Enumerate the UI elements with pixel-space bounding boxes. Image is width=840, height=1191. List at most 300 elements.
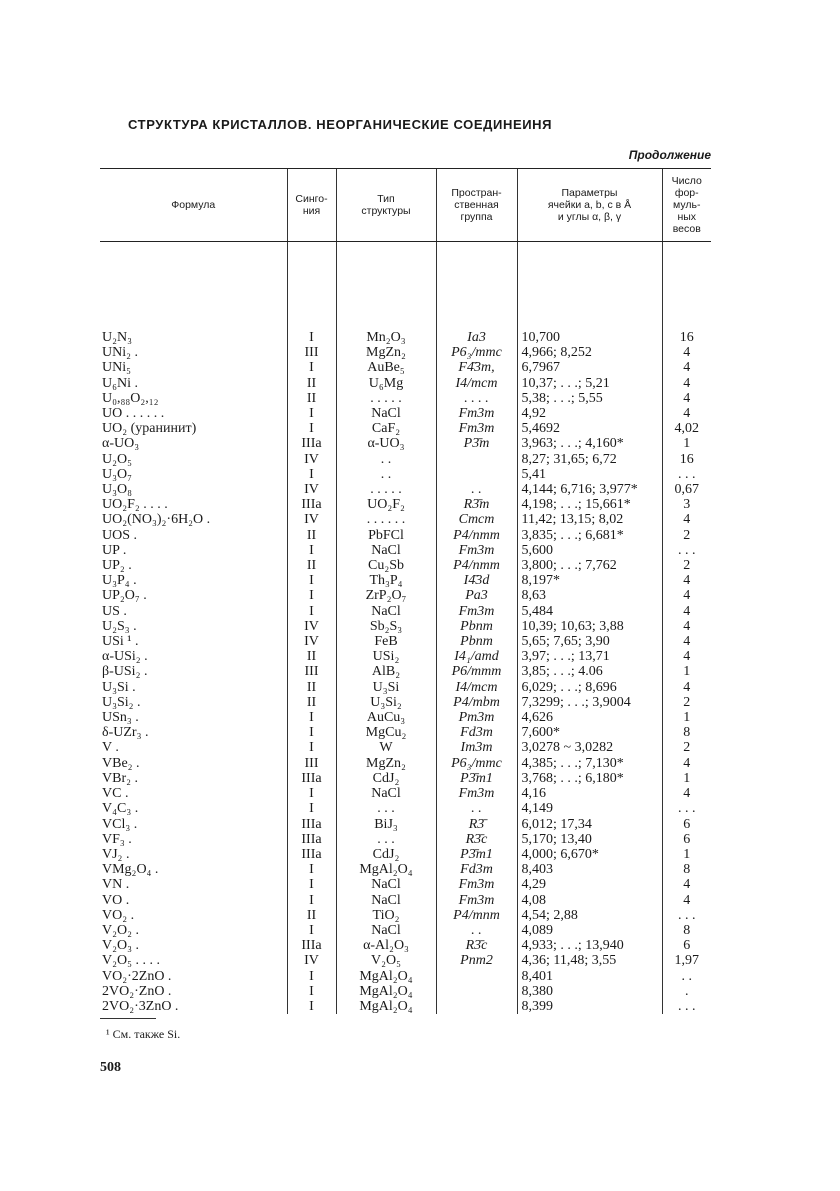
formula-cell: USi ¹ . bbox=[102, 634, 139, 650]
structure-type-cell: NaCl bbox=[336, 923, 436, 938]
formula-cell: α-USi₂ . bbox=[102, 649, 148, 665]
formula-units-cell: 4 bbox=[662, 634, 711, 649]
syngony-cell: IIIa bbox=[287, 436, 336, 451]
table-row bbox=[100, 847, 711, 862]
formula-units-cell: . bbox=[662, 984, 711, 999]
formula-units-cell: 4 bbox=[662, 360, 711, 375]
formula-units-cell: 6 bbox=[662, 832, 711, 847]
formula-cell: UO₂(NO₃)₂·6H₂O . bbox=[102, 512, 211, 528]
table-row bbox=[100, 345, 711, 360]
space-group-cell: P6₃/mmc bbox=[436, 756, 517, 771]
formula-cell: UO₂F₂ . . . . bbox=[102, 497, 168, 513]
table-row bbox=[100, 664, 711, 679]
formula-units-cell: 1 bbox=[662, 436, 711, 451]
formula-cell: UO . . . . . . bbox=[102, 406, 165, 422]
formula-cell: UNi₂ . bbox=[102, 345, 138, 361]
space-group-cell: P4/nmm bbox=[436, 558, 517, 573]
space-group-cell: I4/mcm bbox=[436, 376, 517, 391]
syngony-cell: IV bbox=[287, 953, 336, 968]
structure-type-cell: . . . bbox=[336, 832, 436, 847]
space-group-cell: Im3m bbox=[436, 740, 517, 755]
structure-type-cell: FeB bbox=[336, 634, 436, 649]
cell-parameters-cell: 4,144; 6,716; 3,977* bbox=[517, 482, 662, 497]
cell-parameters-cell: 3,963; . . .; 4,160* bbox=[517, 436, 662, 451]
space-group-cell: . . bbox=[436, 923, 517, 938]
space-group-cell: Pbnm bbox=[436, 634, 517, 649]
formula-units-cell: . . . bbox=[662, 543, 711, 558]
formula-cell: V₂O₃ . bbox=[102, 938, 139, 954]
table-row bbox=[100, 908, 711, 923]
formula-cell: U₃Si₂ . bbox=[102, 694, 141, 710]
structure-type-cell: . . bbox=[336, 467, 436, 482]
table-row bbox=[100, 436, 711, 451]
structure-type-cell: . . . bbox=[336, 801, 436, 816]
structure-type-cell: USi₂ bbox=[336, 649, 436, 664]
structure-type-cell: AuCu₃ bbox=[336, 710, 436, 725]
syngony-cell: I bbox=[287, 999, 336, 1014]
table-row bbox=[100, 421, 711, 436]
structure-type-cell: . . . . . bbox=[336, 391, 436, 406]
cell-parameters-cell: 5,484 bbox=[517, 604, 662, 619]
syngony-cell: III bbox=[287, 756, 336, 771]
structure-type-cell: α-Al₂O₃ bbox=[336, 938, 436, 953]
formula-cell: VC . bbox=[102, 786, 129, 802]
space-group-cell: R3̄m bbox=[436, 497, 517, 512]
cell-parameters-cell: 8,401 bbox=[517, 969, 662, 984]
structure-type-cell: CaF₂ bbox=[336, 421, 436, 436]
table-row bbox=[100, 923, 711, 938]
formula-units-cell: 6 bbox=[662, 938, 711, 953]
formula-units-cell: 4 bbox=[662, 893, 711, 908]
formula-cell: U₃P₄ . bbox=[102, 573, 137, 589]
page-number: 508 bbox=[100, 1060, 121, 1075]
structure-type-cell: W bbox=[336, 740, 436, 755]
formula-cell: UP . bbox=[102, 542, 127, 558]
cell-parameters-cell: 4,000; 6,670* bbox=[517, 847, 662, 862]
syngony-cell: I bbox=[287, 543, 336, 558]
footnote-rule bbox=[100, 1018, 156, 1019]
syngony-cell: I bbox=[287, 893, 336, 908]
syngony-cell: I bbox=[287, 360, 336, 375]
formula-cell: UP₂O₇ . bbox=[102, 588, 147, 604]
structure-type-cell: PbFCl bbox=[336, 528, 436, 543]
space-group-cell: P4/mnm bbox=[436, 908, 517, 923]
space-group-cell: Pa3 bbox=[436, 588, 517, 603]
formula-units-cell: 8 bbox=[662, 862, 711, 877]
formula-units-cell: 6 bbox=[662, 817, 711, 832]
space-group-cell: Fd3m bbox=[436, 725, 517, 740]
formula-cell: α-UO₃ bbox=[102, 436, 140, 452]
space-group-cell bbox=[436, 999, 517, 1014]
space-group-cell: Fm3m bbox=[436, 893, 517, 908]
table-row bbox=[100, 771, 711, 786]
space-group-cell: Fm3m bbox=[436, 421, 517, 436]
table-row bbox=[100, 649, 711, 664]
structure-type-cell: MgZn₂ bbox=[336, 345, 436, 360]
formula-units-cell: 4 bbox=[662, 680, 711, 695]
structure-type-cell: TiO₂ bbox=[336, 908, 436, 923]
syngony-cell: II bbox=[287, 376, 336, 391]
structure-type-cell: Th₃P₄ bbox=[336, 573, 436, 588]
formula-cell: VMg₂O₄ . bbox=[102, 862, 159, 878]
cell-parameters-cell: 5,65; 7,65; 3,90 bbox=[517, 634, 662, 649]
formula-units-cell: 4 bbox=[662, 756, 711, 771]
table-row bbox=[100, 543, 711, 558]
syngony-cell: I bbox=[287, 969, 336, 984]
formula-units-cell: 4,02 bbox=[662, 421, 711, 436]
formula-units-cell: 1 bbox=[662, 771, 711, 786]
structure-type-cell: . . . . . bbox=[336, 482, 436, 497]
formula-cell: VO₂ . bbox=[102, 907, 135, 923]
syngony-cell: IIIa bbox=[287, 497, 336, 512]
formula-units-cell: 2 bbox=[662, 740, 711, 755]
space-group-cell: . . . . bbox=[436, 391, 517, 406]
formula-cell: VO₂·2ZnO . bbox=[102, 968, 172, 984]
syngony-cell: I bbox=[287, 421, 336, 436]
table-row bbox=[100, 588, 711, 603]
formula-cell: VJ₂ . bbox=[102, 846, 130, 862]
syngony-cell: II bbox=[287, 908, 336, 923]
column-header-structure-type: Тип структуры bbox=[336, 169, 436, 242]
structure-type-cell: AuBe₅ bbox=[336, 360, 436, 375]
formula-cell: UO₂ (уранинит) bbox=[102, 421, 197, 437]
cell-parameters-cell: 8,403 bbox=[517, 862, 662, 877]
syngony-cell: II bbox=[287, 558, 336, 573]
cell-parameters-cell: 6,029; . . .; 8,696 bbox=[517, 680, 662, 695]
space-group-cell: Pbnm bbox=[436, 619, 517, 634]
table-row bbox=[100, 376, 711, 391]
cell-parameters-cell: 5,4692 bbox=[517, 421, 662, 436]
formula-units-cell: 4 bbox=[662, 391, 711, 406]
syngony-cell: I bbox=[287, 710, 336, 725]
syngony-cell: IV bbox=[287, 619, 336, 634]
space-group-cell: P6₃/mmc bbox=[436, 345, 517, 360]
table-row bbox=[100, 756, 711, 771]
space-group-cell: P3̄m1 bbox=[436, 771, 517, 786]
structure-type-cell: BiJ₃ bbox=[336, 817, 436, 832]
space-group-cell bbox=[436, 984, 517, 999]
cell-parameters-cell: 5,600 bbox=[517, 543, 662, 558]
syngony-cell: I bbox=[287, 725, 336, 740]
syngony-cell: I bbox=[287, 242, 336, 346]
structure-type-cell: UO₂F₂ bbox=[336, 497, 436, 512]
space-group-cell: . . bbox=[436, 801, 517, 816]
structure-type-cell: . . . . . . bbox=[336, 512, 436, 527]
structure-type-cell: U₆Mg bbox=[336, 376, 436, 391]
formula-cell: U₃Si . bbox=[102, 679, 136, 695]
structure-type-cell: MgAl₂O₄ bbox=[336, 984, 436, 999]
formula-units-cell: . . . bbox=[662, 467, 711, 482]
cell-parameters-cell: 4,54; 2,88 bbox=[517, 908, 662, 923]
formula-cell: U₃O₈ bbox=[102, 482, 132, 498]
formula-units-cell: 2 bbox=[662, 528, 711, 543]
space-group-cell: I4/mcm bbox=[436, 680, 517, 695]
cell-parameters-cell: 6,012; 17,34 bbox=[517, 817, 662, 832]
table-row bbox=[100, 360, 711, 375]
space-group-cell: Cmcm bbox=[436, 512, 517, 527]
table-row bbox=[100, 801, 711, 816]
formula-cell: VBe₂ . bbox=[102, 755, 140, 771]
cell-parameters-cell: 8,197* bbox=[517, 573, 662, 588]
formula-cell: VO . bbox=[102, 892, 130, 908]
formula-units-cell: 4 bbox=[662, 877, 711, 892]
table-row bbox=[100, 242, 711, 346]
cell-parameters-cell: 5,38; . . .; 5,55 bbox=[517, 391, 662, 406]
cell-parameters-cell: 7,3299; . . .; 3,9004 bbox=[517, 695, 662, 710]
syngony-cell: II bbox=[287, 391, 336, 406]
formula-cell: U₃O₇ bbox=[102, 466, 132, 482]
structure-type-cell: U₃Si bbox=[336, 680, 436, 695]
formula-cell: β-USi₂ . bbox=[102, 664, 148, 680]
formula-units-cell: 4 bbox=[662, 345, 711, 360]
table-row bbox=[100, 619, 711, 634]
cell-parameters-cell: 3,835; . . .; 6,681* bbox=[517, 528, 662, 543]
formula-cell: U₂S₃ . bbox=[102, 618, 137, 634]
space-group-cell: I4₁/amd bbox=[436, 649, 517, 664]
syngony-cell: I bbox=[287, 923, 336, 938]
space-group-cell: P4/mbm bbox=[436, 695, 517, 710]
formula-units-cell: . . . bbox=[662, 999, 711, 1014]
structure-type-cell: NaCl bbox=[336, 877, 436, 892]
cell-parameters-cell: 4,089 bbox=[517, 923, 662, 938]
syngony-cell: I bbox=[287, 801, 336, 816]
formula-units-cell: 4 bbox=[662, 604, 711, 619]
syngony-cell: II bbox=[287, 680, 336, 695]
formula-units-cell: . . . bbox=[662, 908, 711, 923]
syngony-cell: I bbox=[287, 984, 336, 999]
formula-units-cell: 3 bbox=[662, 497, 711, 512]
table-body bbox=[100, 242, 711, 1015]
formula-cell: VF₃ . bbox=[102, 831, 132, 847]
syngony-cell: I bbox=[287, 786, 336, 801]
structure-type-cell: NaCl bbox=[336, 543, 436, 558]
table-row bbox=[100, 832, 711, 847]
syngony-cell: I bbox=[287, 604, 336, 619]
page-title: СТРУКТУРА КРИСТАЛЛОВ. НЕОРГАНИЧЕСКИЕ СОЕДИНЕИНЯ bbox=[128, 117, 553, 132]
formula-units-cell: 1 bbox=[662, 710, 711, 725]
table-row bbox=[100, 452, 711, 467]
column-header-space-group: Простран- ственная группа bbox=[436, 169, 517, 242]
formula-cell: U₂O₅ bbox=[102, 451, 132, 467]
formula-cell: UOS . bbox=[102, 527, 138, 543]
table-row bbox=[100, 528, 711, 543]
cell-parameters-cell: 4,626 bbox=[517, 710, 662, 725]
structure-type-cell: Mn₂O₃ bbox=[336, 242, 436, 346]
space-group-cell: Pm3m bbox=[436, 710, 517, 725]
formula-cell: VN . bbox=[102, 877, 130, 893]
space-group-cell bbox=[436, 969, 517, 984]
formula-units-cell: 16 bbox=[662, 242, 711, 346]
space-group-cell: R3̄ bbox=[436, 817, 517, 832]
cell-parameters-cell: 4,149 bbox=[517, 801, 662, 816]
cell-parameters-cell: 4,08 bbox=[517, 893, 662, 908]
syngony-cell: IV bbox=[287, 512, 336, 527]
formula-units-cell: 8 bbox=[662, 923, 711, 938]
cell-parameters-cell: 6,7967 bbox=[517, 360, 662, 375]
table-row bbox=[100, 786, 711, 801]
cell-parameters-cell: 10,39; 10,63; 3,88 bbox=[517, 619, 662, 634]
cell-parameters-cell: 4,92 bbox=[517, 406, 662, 421]
cell-parameters-cell: 3,85; . . .; 4.06 bbox=[517, 664, 662, 679]
table-row bbox=[100, 391, 711, 406]
table-row bbox=[100, 893, 711, 908]
table-row bbox=[100, 695, 711, 710]
cell-parameters-cell: 3,768; . . .; 6,180* bbox=[517, 771, 662, 786]
space-group-cell: P3̄m1 bbox=[436, 847, 517, 862]
table-row bbox=[100, 406, 711, 421]
formula-cell: 2VO₂·ZnO . bbox=[102, 983, 172, 999]
structure-type-cell: NaCl bbox=[336, 786, 436, 801]
cell-parameters-cell: 4,29 bbox=[517, 877, 662, 892]
syngony-cell: IIIa bbox=[287, 938, 336, 953]
table-row bbox=[100, 969, 711, 984]
table-row bbox=[100, 740, 711, 755]
structure-type-cell: ZrP₂O₇ bbox=[336, 588, 436, 603]
structure-type-cell: MgAl₂O₄ bbox=[336, 969, 436, 984]
formula-cell: 2VO₂·3ZnO . bbox=[102, 998, 179, 1014]
space-group-cell: Fm3m bbox=[436, 877, 517, 892]
table-row bbox=[100, 710, 711, 725]
syngony-cell: II bbox=[287, 695, 336, 710]
formula-cell: USn₃ . bbox=[102, 710, 139, 726]
space-group-cell bbox=[436, 467, 517, 482]
table-row bbox=[100, 953, 711, 968]
formula-units-cell: 4 bbox=[662, 512, 711, 527]
syngony-cell: II bbox=[287, 528, 336, 543]
cell-parameters-cell: 11,42; 13,15; 8,02 bbox=[517, 512, 662, 527]
footnote: ¹ См. также Si. bbox=[106, 1027, 181, 1041]
structure-type-cell: MgZn₂ bbox=[336, 756, 436, 771]
structure-type-cell: AlB₂ bbox=[336, 664, 436, 679]
structure-type-cell: V₂O₅ bbox=[336, 953, 436, 968]
syngony-cell: IIIa bbox=[287, 771, 336, 786]
structure-type-cell: . . bbox=[336, 452, 436, 467]
cell-parameters-cell: 10,37; . . .; 5,21 bbox=[517, 376, 662, 391]
space-group-cell: Fm3m bbox=[436, 543, 517, 558]
cell-parameters-cell: 8,63 bbox=[517, 588, 662, 603]
formula-cell: U₂N₃ bbox=[102, 330, 132, 345]
table-row bbox=[100, 467, 711, 482]
table-row bbox=[100, 512, 711, 527]
structure-type-cell: CdJ₂ bbox=[336, 771, 436, 786]
cell-parameters-cell: 8,380 bbox=[517, 984, 662, 999]
syngony-cell: III bbox=[287, 345, 336, 360]
structure-type-cell: NaCl bbox=[336, 406, 436, 421]
table-row bbox=[100, 482, 711, 497]
structure-type-cell: α-UO₃ bbox=[336, 436, 436, 451]
space-group-cell: . . bbox=[436, 482, 517, 497]
table-row bbox=[100, 604, 711, 619]
syngony-cell: IIIa bbox=[287, 847, 336, 862]
cell-parameters-cell: 3,800; . . .; 7,762 bbox=[517, 558, 662, 573]
formula-cell: V₂O₅ . . . . bbox=[102, 953, 160, 969]
space-group-cell: Fm3m bbox=[436, 406, 517, 421]
formula-units-cell: . . bbox=[662, 969, 711, 984]
formula-cell: V₄C₃ . bbox=[102, 801, 139, 817]
table-row bbox=[100, 862, 711, 877]
cell-parameters-cell: 4,933; . . .; 13,940 bbox=[517, 938, 662, 953]
cell-parameters-cell: 3,97; . . .; 13,71 bbox=[517, 649, 662, 664]
space-group-cell: R3̄c bbox=[436, 832, 517, 847]
table-row bbox=[100, 817, 711, 832]
formula-cell: UNi₅ bbox=[102, 360, 131, 376]
cell-parameters-cell: 10,700 bbox=[517, 242, 662, 346]
cell-parameters-cell: 4,966; 8,252 bbox=[517, 345, 662, 360]
formula-cell: US . bbox=[102, 603, 127, 619]
column-header-cell-parameters: Параметры ячейки a, b, c в Å и углы α, β, γ bbox=[517, 169, 662, 242]
syngony-cell: I bbox=[287, 740, 336, 755]
cell-parameters-cell: 5,170; 13,40 bbox=[517, 832, 662, 847]
space-group-cell: P6/mmm bbox=[436, 664, 517, 679]
space-group-cell: I4̄3d bbox=[436, 573, 517, 588]
space-group-cell: P4/nmm bbox=[436, 528, 517, 543]
syngony-cell: IV bbox=[287, 482, 336, 497]
formula-cell: U₆Ni . bbox=[102, 375, 138, 391]
syngony-cell: I bbox=[287, 573, 336, 588]
space-group-cell: Ia3 bbox=[436, 242, 517, 346]
cell-parameters-cell: 8,27; 31,65; 6,72 bbox=[517, 452, 662, 467]
table-row bbox=[100, 938, 711, 953]
structure-type-cell: MgCu₂ bbox=[336, 725, 436, 740]
column-header-formula-units: Число фор- муль- ных весов bbox=[662, 169, 711, 242]
formula-units-cell: 4 bbox=[662, 573, 711, 588]
continuation-label: Продолжение bbox=[628, 148, 711, 162]
cell-parameters-cell: 8,399 bbox=[517, 999, 662, 1014]
formula-units-cell: 2 bbox=[662, 558, 711, 573]
formula-units-cell: 8 bbox=[662, 725, 711, 740]
formula-units-cell: 4 bbox=[662, 406, 711, 421]
cell-parameters-cell: 4,385; . . .; 7,130* bbox=[517, 756, 662, 771]
structure-type-cell: Cu₂Sb bbox=[336, 558, 436, 573]
table-row bbox=[100, 984, 711, 999]
cell-parameters-cell: 5,41 bbox=[517, 467, 662, 482]
table-row bbox=[100, 680, 711, 695]
column-header-formula: Формула bbox=[100, 169, 287, 242]
formula-cell: U₀,₈₈O₂,₁₂ bbox=[102, 390, 159, 406]
cell-parameters-cell: 4,198; . . .; 15,661* bbox=[517, 497, 662, 512]
formula-units-cell: . . . bbox=[662, 801, 711, 816]
crystal-structure-table bbox=[100, 168, 711, 1014]
formula-cell: V₂O₂ . bbox=[102, 922, 139, 938]
formula-cell: V . bbox=[102, 740, 119, 756]
space-group-cell: R3̄c bbox=[436, 938, 517, 953]
space-group-cell bbox=[436, 452, 517, 467]
structure-type-cell: MgAl₂O₄ bbox=[336, 999, 436, 1014]
structure-type-cell: MgAl₂O₄ bbox=[336, 862, 436, 877]
formula-cell: VBr₂ . bbox=[102, 770, 138, 786]
structure-type-cell: NaCl bbox=[336, 604, 436, 619]
table-row bbox=[100, 573, 711, 588]
formula-units-cell: 1 bbox=[662, 664, 711, 679]
structure-type-cell: CdJ₂ bbox=[336, 847, 436, 862]
formula-units-cell: 0,67 bbox=[662, 482, 711, 497]
structure-type-cell: U₃Si₂ bbox=[336, 695, 436, 710]
syngony-cell: IV bbox=[287, 452, 336, 467]
syngony-cell: I bbox=[287, 406, 336, 421]
column-header-syngony: Синго- ния bbox=[287, 169, 336, 242]
syngony-cell: IV bbox=[287, 634, 336, 649]
space-group-cell: Fd3m bbox=[436, 862, 517, 877]
syngony-cell: III bbox=[287, 664, 336, 679]
formula-cell: VCl₃ . bbox=[102, 816, 138, 832]
syngony-cell: IIIa bbox=[287, 817, 336, 832]
table-row bbox=[100, 999, 711, 1014]
formula-cell: UP₂ . bbox=[102, 558, 132, 574]
space-group-cell: P3̄m bbox=[436, 436, 517, 451]
syngony-cell: II bbox=[287, 649, 336, 664]
cell-parameters-cell: 3,0278 ~ 3,0282 bbox=[517, 740, 662, 755]
space-group-cell: Pnm2 bbox=[436, 953, 517, 968]
